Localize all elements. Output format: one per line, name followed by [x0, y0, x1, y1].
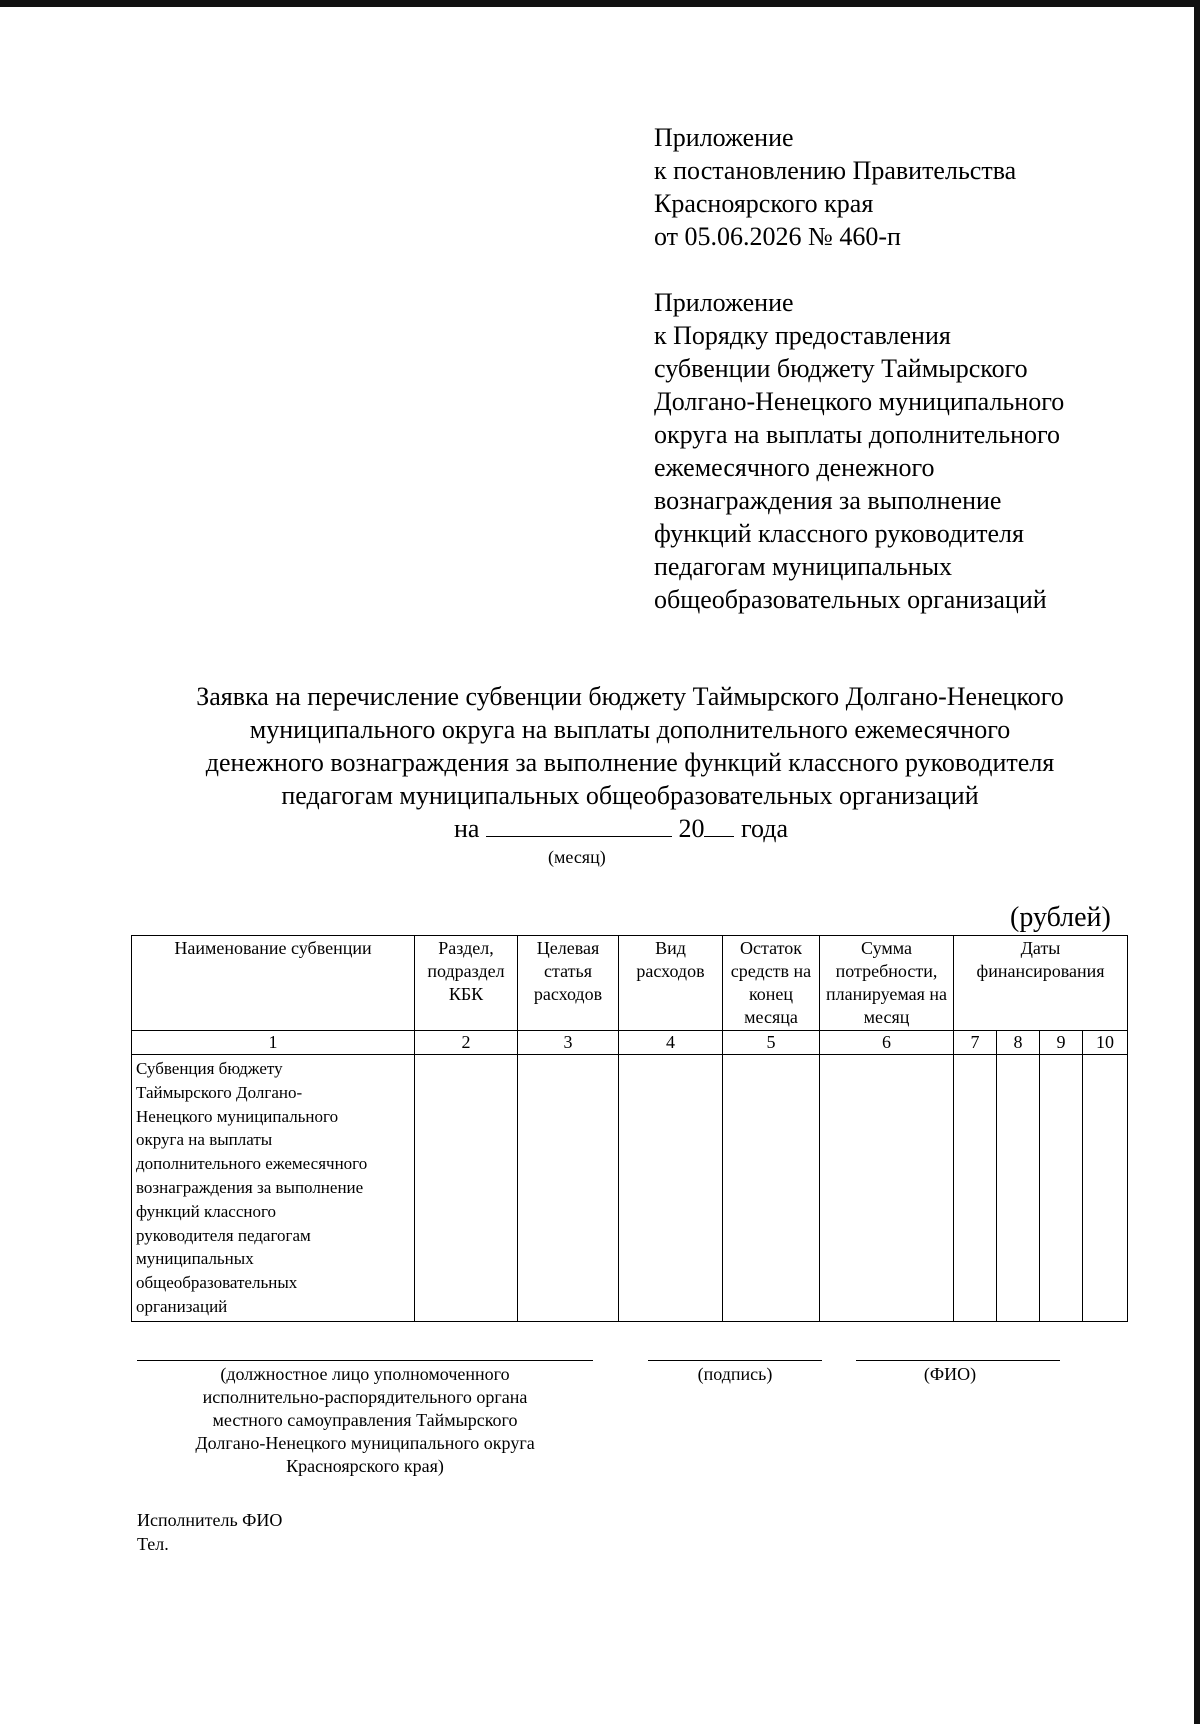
appendix-line: Долгано-Ненецкого муниципального	[654, 387, 1065, 416]
column-number: 3	[518, 1031, 619, 1055]
column-number: 7	[954, 1031, 997, 1055]
appendix-line: вознаграждения за выполнение	[654, 486, 1002, 515]
official-caption-line: Долгано-Ненецкого муниципального округа	[195, 1433, 535, 1453]
appendix-line: от 05.06.2026 № 460-п	[654, 222, 901, 251]
scan-border-top	[0, 0, 1200, 7]
year-blank-field[interactable]	[704, 812, 734, 837]
balance-cell[interactable]	[723, 1055, 820, 1322]
appendix-line: Приложение	[654, 288, 794, 317]
header-demand-sum: Сумма потребности, планируемая на месяц	[820, 936, 954, 1031]
name-line[interactable]	[856, 1360, 1060, 1361]
table-header-row	[132, 936, 1128, 1031]
official-caption-line: (должностное лицо уполномоченного	[220, 1364, 510, 1384]
column-number: 5	[723, 1031, 820, 1055]
appendix-line: к постановлению Правительства	[654, 156, 1017, 185]
official-signature-line[interactable]	[137, 1360, 593, 1361]
header-expense-type: Вид расходов	[619, 936, 723, 1031]
official-caption-line: местного самоуправления Таймырского	[212, 1410, 518, 1430]
appendix-line: округа на выплаты дополнительного	[654, 420, 1061, 449]
subsidy-line: Таймырского Долгано-	[136, 1082, 303, 1102]
financing-date-cell[interactable]	[1083, 1055, 1128, 1322]
signature-caption: (подпись)	[697, 1364, 773, 1384]
title-line: денежного вознаграждения за выполнение функций классного руководителя	[205, 748, 1055, 777]
executor-name: Исполнитель ФИО	[137, 1510, 283, 1530]
official-caption	[150, 1363, 580, 1478]
appendix-line: Красноярского края	[654, 189, 874, 218]
column-number: 4	[619, 1031, 723, 1055]
table-row	[132, 1055, 1128, 1322]
subsidy-line: дополнительного ежемесячного	[136, 1154, 368, 1174]
appendix-line: общеобразовательных организаций	[654, 585, 1047, 614]
financing-date-cell[interactable]	[997, 1055, 1040, 1322]
column-number: 10	[1083, 1031, 1128, 1055]
header-subsidy-name: Наименование субвенции	[132, 936, 415, 1031]
column-number: 6	[820, 1031, 954, 1055]
subsidy-name-cell	[132, 1055, 415, 1322]
scan-border-right	[1194, 0, 1200, 1724]
column-number: 2	[415, 1031, 518, 1055]
subsidy-line: Ненецкого муниципального	[136, 1106, 339, 1126]
column-number: 1	[132, 1031, 415, 1055]
period-prefix: на	[454, 814, 480, 843]
appendix-procedure-block	[654, 286, 1064, 616]
header-kbk: Раздел, подраздел КБК	[415, 936, 518, 1031]
subsidy-line: общеобразовательных	[136, 1273, 298, 1293]
table-number-row	[132, 1031, 1128, 1055]
signature-line[interactable]	[648, 1360, 822, 1361]
title-line: педагогам муниципальных общеобразовательных организаций	[281, 781, 979, 810]
subsidy-line: Субвенция бюджету	[136, 1059, 283, 1078]
subsidy-line: вознаграждения за выполнение	[136, 1177, 364, 1197]
subsidy-line: руководителя педагогам	[136, 1225, 311, 1245]
column-number: 9	[1040, 1031, 1083, 1055]
month-hint: (месяц)	[548, 847, 606, 867]
header-financing-dates: Даты финансирования	[954, 936, 1128, 1031]
title-line: муниципального округа на выплаты дополнительного ежемесячного	[249, 715, 1011, 744]
executor-block	[137, 1508, 282, 1556]
subsidy-line: функций классного	[136, 1201, 277, 1221]
units-label: (рублей)	[1010, 902, 1111, 933]
expense-type-cell[interactable]	[619, 1055, 723, 1322]
subsidy-line: муниципальных	[136, 1249, 254, 1269]
month-blank-field[interactable]	[486, 812, 672, 837]
target-article-cell[interactable]	[518, 1055, 619, 1322]
appendix-line: функций классного руководителя	[654, 519, 1024, 548]
official-caption-line: исполнительно-распорядительного органа	[202, 1387, 528, 1407]
appendix-line: педагогам муниципальных	[654, 552, 953, 581]
subsidy-request-table	[131, 935, 1128, 1322]
period-suffix: года	[740, 814, 789, 843]
appendix-resolution-block	[654, 121, 1016, 253]
name-caption: (ФИО)	[923, 1364, 977, 1384]
header-target-article: Целевая статья расходов	[518, 936, 619, 1031]
official-caption-line: Красноярского края)	[286, 1456, 444, 1476]
subsidy-line: организаций	[136, 1296, 228, 1316]
period-line	[454, 812, 788, 845]
financing-date-cell[interactable]	[1040, 1055, 1083, 1322]
demand-sum-cell[interactable]	[820, 1055, 954, 1322]
title-line: Заявка на перечисление субвенции бюджету Таймырского Долгано-Ненецкого	[196, 682, 1064, 711]
header-balance: Остаток средств на конец месяца	[723, 936, 820, 1031]
appendix-line: Приложение	[654, 123, 794, 152]
appendix-line: субвенции бюджету Таймырского	[654, 354, 1028, 383]
financing-date-cell[interactable]	[954, 1055, 997, 1322]
appendix-line: ежемесячного денежного	[654, 453, 935, 482]
appendix-line: к Порядку предоставления	[654, 321, 951, 350]
document-title	[80, 680, 1180, 812]
subsidy-line: округа на выплаты	[136, 1130, 273, 1150]
period-year: 20	[678, 814, 705, 843]
column-number: 8	[997, 1031, 1040, 1055]
executor-phone: Тел.	[137, 1534, 169, 1554]
kbk-cell[interactable]	[415, 1055, 518, 1322]
